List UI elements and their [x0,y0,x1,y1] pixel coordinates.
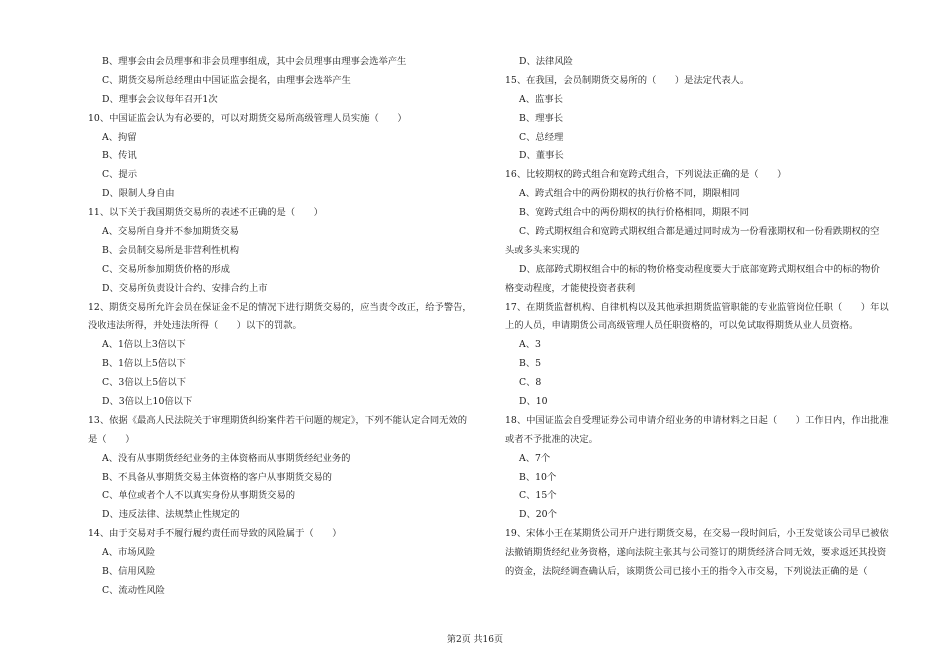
question-text: 14、由于交易对手不履行履约责任而导致的风险属于（ ） [88,528,342,540]
answer-option: B、理事会由会员理事和非会员理事组成，其中会员理事由理事会选举产生 [102,56,407,67]
answer-option: C、15个 [519,490,557,502]
answer-option: D、10 [519,396,548,408]
answer-option: B、会员制交易所是非营利性机构 [102,244,239,256]
answer-option: B、1倍以上5倍以下 [102,358,186,370]
question-text-continued: 没收违法所得，并处违法所得（ ）以下的罚款。 [88,320,302,332]
answer-option: B、10个 [519,471,557,483]
answer-option: C、提示 [102,169,138,181]
question-text-continued: 头或多头来实现的 [505,244,580,256]
page-number: 第2页 共16页 [446,635,504,645]
question-text: 12、期货交易所允许会员在保证金不足的情况下进行期货交易的，应当责令改正，给予警告， [88,301,472,313]
answer-option: D、法律风险 [519,56,573,67]
answer-option: D、理事会会议每年召开1次 [102,93,218,105]
answer-option: A、7个 [519,452,551,464]
answer-option: A、1倍以上3倍以下 [102,339,186,351]
answer-option: D、交易所负责设计合约、安排合约上市 [102,282,268,294]
answer-option: A、跨式组合中的两份期权的执行价格不同，期限相同 [519,188,740,200]
answer-option: B、宽跨式组合中的两份期权的执行价格相同，期限不同 [519,207,749,219]
answer-option: B、不具备从事期货交易主体资格的客户从事期货交易的 [102,471,332,483]
answer-option: C、跨式期权组合和宽跨式期权组合都是通过同时成为一份看涨期权和一份看跌期权的空 [519,226,880,238]
question-text-continued: 法撤销期货经纪业务资格，遂向法院主张其与公司签订的期货经济合同无效，要求返还其投资 [505,547,887,559]
answer-option: B、理事长 [519,112,564,124]
answer-option: A、市场风险 [102,547,156,559]
question-text: 11、以下关于我国期货交易所的表述不正确的是（ ） [88,207,323,219]
question-text-continued: 或者不予批准的决定。 [505,433,598,445]
question-text: 16、比较期权的跨式组合和宽跨式组合，下列说法正确的是（ ） [505,169,787,181]
question-text: 10、中国证监会认为有必要的，可以对期货交易所高级管理人员实施（ ） [88,112,407,124]
answer-option: A、没有从事期货经纪业务的主体资格而从事期货经纪业务的 [102,452,351,464]
answer-option: B、5 [519,358,542,370]
question-text-continued: 是（ ） [88,433,135,445]
answer-option: A、监事长 [519,93,563,105]
answer-option: C、8 [519,377,542,389]
answer-option: A、3 [519,339,541,351]
answer-option: D、底部跨式期权组合中的标的物价格变动程度要大于底部宽跨式期权组合中的标的物价 [519,263,880,275]
answer-option: B、信用风险 [102,566,156,578]
answer-option: B、传讯 [102,150,137,162]
right-column [505,53,910,582]
answer-option: C、期货交易所总经理由中国证监会提名，由理事会选举产生 [102,74,351,86]
answer-option: C、总经理 [519,131,564,143]
answer-option: C、单位或者个人不以真实身份从事期货交易的 [102,490,296,502]
left-column [88,53,493,601]
answer-option: C、交易所参加期货价格的形成 [102,263,230,275]
answer-option: D、限制人身自由 [102,188,175,200]
answer-option: C、流动性风险 [102,584,165,596]
question-text: 19、宋体小王在某期货公司开户进行期货交易，在交易一段时间后，小王发觉该公司早已被依 [505,528,889,540]
question-text: 15、在我国，会员制期货交易所的（ ）是法定代表人。 [505,74,750,86]
answer-option: A、交易所自身并不参加期货交易 [102,226,239,238]
answer-option: D、违反法律、法规禁止性规定的 [102,509,240,521]
question-text: 13、依据《最高人民法院关于审理期货纠纷案件若干问题的规定》，下列不能认定合同无效的 [88,414,468,426]
question-text-continued: 格变动程度，才能使投资者获利 [505,282,636,294]
question-text-continued: 的资金，法院经调查确认后，该期货公司已接小王的指令入市交易，下列说法正确的是（ [505,566,868,578]
question-text: 17、在期货监督机构、自律机构以及其他承担期货监管职能的专业监管岗位任职（ ）年以 [505,301,889,313]
answer-option: D、3倍以上10倍以下 [102,396,193,408]
answer-option: D、20个 [519,509,557,521]
question-text-continued: 上的人员，申请期货公司高级管理人员任职资格的，可以免试取得期货从业人员资格。 [505,320,859,332]
question-text: 18、中国证监会自受理证券公司申请介绍业务的申请材料之日起（ ）工作日内，作出批准 [505,414,889,426]
answer-option: C、3倍以上5倍以下 [102,377,187,389]
answer-option: A、拘留 [102,131,137,143]
answer-option: D、董事长 [519,150,564,162]
